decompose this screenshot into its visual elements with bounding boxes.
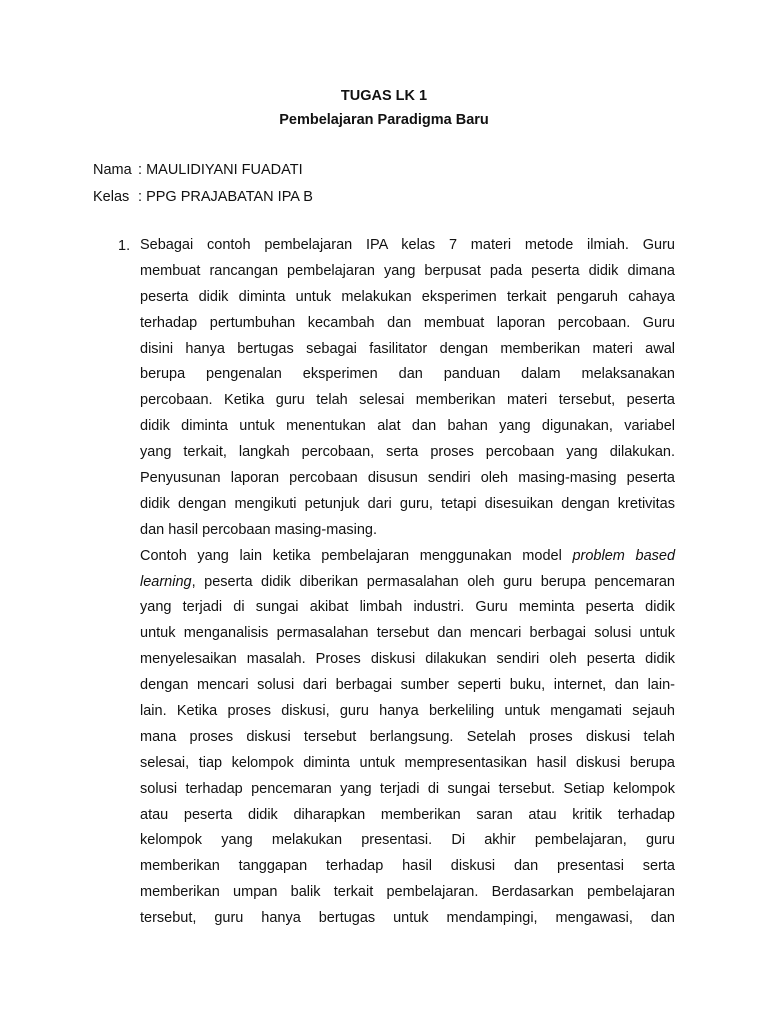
paragraph2-line: yang terjadi di sungai akibat limbah industri. Guru meminta peserta didik	[140, 599, 675, 616]
paragraph2-line: kelompok yang melakukan presentasi. Di akhir pembelajaran, guru	[140, 832, 675, 849]
paragraph1-line: membuat rancangan pembelajaran yang berpusat pada peserta didik dimana	[140, 262, 675, 279]
class-separator: :	[138, 189, 143, 205]
paragraph2-suffix: , peserta didik diberikan permasalahan oleh guru berupa pencemaran	[191, 573, 675, 590]
paragraph2-line-second	[140, 570, 675, 596]
paragraph1-line: dan hasil percobaan masing-masing.	[140, 521, 377, 538]
paragraph1-line: percobaan. Ketika guru telah selesai memberikan materi tersebut, peserta	[140, 392, 675, 409]
paragraph2-line: menyelesaikan masalah. Proses diskusi dilakukan sendiri oleh peserta didik	[140, 651, 675, 668]
paragraph2-line: untuk menganalisis permasalahan tersebut dan mencari berbagai solusi untuk	[140, 625, 675, 642]
class-row	[93, 187, 313, 207]
paragraph2-italic-term: problem based	[572, 547, 676, 564]
paragraph2-line: memberikan umpan balik terkait pembelajaran. Berdasarkan pembelajaran	[140, 884, 675, 901]
paragraph1-line: didik dengan mengikuti petunjuk dari guru, tetapi disesuikan dengan kretivitas	[140, 495, 675, 512]
paragraph1-line: disini hanya bertugas sebagai fasilitator dengan memberikan materi awal	[140, 340, 675, 357]
paragraph1-line: didik diminta untuk menentukan alat dan bahan yang digunakan, variabel	[140, 418, 675, 435]
paragraph1-line: terhadap pertumbuhan kecambah dan membuat laporan percobaan. Guru	[140, 314, 675, 331]
paragraph2-line: memberikan tanggapan terhadap hasil diskusi dan presentasi serta	[140, 858, 675, 875]
paragraph2-line: lain. Ketika proses diskusi, guru hanya berkeliling untuk mengamati sejauh	[140, 703, 675, 720]
paragraph2-line: solusi terhadap pencemaran yang terjadi di sungai tersebut. Setiap kelompok	[140, 780, 675, 797]
name-value: MAULIDIYANI FUADATI	[146, 162, 303, 178]
paragraph2-line: mana proses diskusi tersebut berlangsung. Setelah proses diskusi telah	[140, 728, 675, 745]
paragraph2-line: atau peserta didik diharapkan memberikan saran atau kritik terhadap	[140, 806, 675, 823]
name-label: Nama	[93, 162, 132, 178]
paragraph2-prefix: Contoh yang lain ketika pembelajaran menggunakan model	[140, 547, 562, 564]
paragraph1-line: yang terkait, langkah percobaan, serta proses percobaan yang dilakukan.	[140, 444, 675, 461]
paragraph2-line: selesai, tiap kelompok diminta untuk mempresentasikan hasil diskusi berupa	[140, 754, 675, 771]
paragraph2-line-first	[140, 544, 675, 570]
class-label: Kelas	[93, 189, 130, 205]
paragraph2-line: tersebut, guru hanya bertugas untuk mendampingi, mengawasi, dan	[140, 910, 675, 927]
list-marker: 1.	[118, 238, 131, 254]
paragraph1-line: Penyusunan laporan percobaan disusun sendiri oleh masing-masing peserta	[140, 470, 675, 487]
paragraph2-line: dengan mencari solusi dari berbagai sumber seperti buku, internet, dan lain-	[140, 677, 675, 694]
paragraph1-line: berupa pengenalan eksperimen dan panduan dalam melaksanakan	[140, 366, 675, 383]
document-subtitle: Pembelajaran Paradigma Baru	[279, 112, 489, 128]
paragraph1-line: peserta didik diminta untuk melakukan eksperimen terkait pengaruh cahaya	[140, 288, 675, 305]
name-separator: :	[138, 162, 143, 178]
name-row	[93, 160, 303, 180]
answer-body	[140, 233, 675, 932]
class-value: PPG PRAJABATAN IPA B	[146, 189, 313, 205]
paragraph2-italic-term-cont: learning	[140, 573, 192, 590]
document-title: TUGAS LK 1	[340, 88, 428, 104]
paragraph1-line: Sebagai contoh pembelajaran IPA kelas 7 materi metode ilmiah. Guru	[140, 237, 675, 253]
